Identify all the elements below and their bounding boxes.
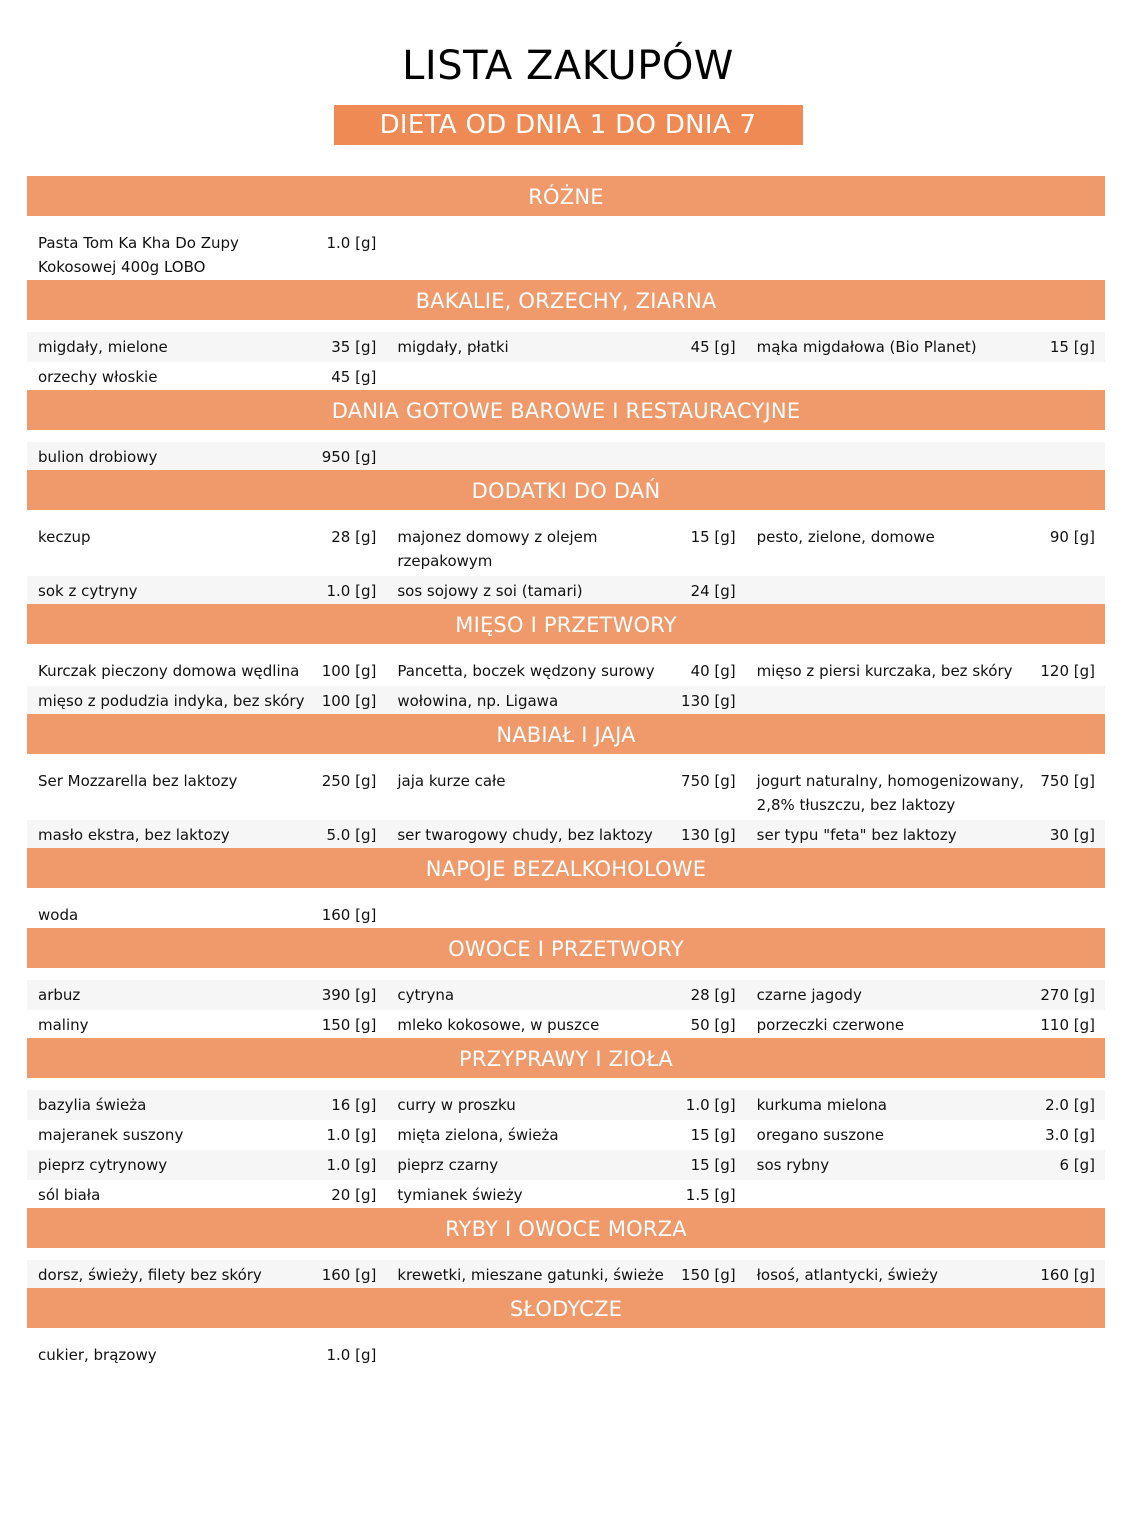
- list-item: [386, 1010, 745, 1038]
- list-item: [386, 576, 745, 604]
- shopping-list: [27, 176, 1105, 1368]
- list-item: [746, 1150, 1105, 1180]
- item-name: sól biała: [38, 1186, 101, 1204]
- category-header: OWOCE I PRZETWORY: [27, 928, 1105, 968]
- category-section: [27, 1208, 1105, 1288]
- item-name: woda: [38, 906, 79, 924]
- item-quantity: 5.0 [g]: [326, 826, 377, 844]
- empty-cell: [746, 900, 1105, 928]
- item-name: bazylia świeża: [38, 1096, 147, 1114]
- list-row: [27, 442, 1105, 470]
- list-item: [27, 332, 386, 362]
- category-spacer: [27, 754, 1105, 766]
- item-quantity: 250 [g]: [321, 772, 377, 790]
- item-quantity: 30 [g]: [1049, 826, 1095, 844]
- item-name: Pasta Tom Ka Kha Do Zupy Kokosowej 400g LOBO: [38, 234, 239, 276]
- list-item: [27, 576, 386, 604]
- item-name: sok z cytryny: [38, 582, 138, 600]
- item-name: mięso z podudzia indyka, bez skóry: [38, 692, 305, 710]
- item-name: majonez domowy z olejem rzepakowym: [397, 528, 598, 570]
- list-item: [27, 1010, 386, 1038]
- list-item: [27, 980, 386, 1010]
- item-quantity: 750 [g]: [1040, 772, 1095, 790]
- item-name: mleko kokosowe, w puszce: [397, 1016, 600, 1034]
- item-quantity: 150 [g]: [321, 1016, 377, 1034]
- category-spacer: [27, 1328, 1105, 1340]
- item-quantity: 1.0 [g]: [326, 1126, 377, 1144]
- list-row: [27, 1260, 1105, 1288]
- list-item: [27, 1090, 386, 1120]
- list-row: [27, 766, 1105, 820]
- category-header: BAKALIE, ORZECHY, ZIARNA: [27, 280, 1105, 320]
- list-item: [746, 1010, 1105, 1038]
- category-section: [27, 1288, 1105, 1368]
- category-spacer: [27, 968, 1105, 980]
- item-quantity: 160 [g]: [1040, 1266, 1095, 1284]
- item-name: czarne jagody: [756, 986, 862, 1004]
- list-item: [386, 1260, 745, 1288]
- item-name: wołowina, np. Ligawa: [397, 692, 559, 710]
- category-spacer: [27, 644, 1105, 656]
- item-quantity: 15 [g]: [690, 528, 736, 546]
- category-section: [27, 928, 1105, 1038]
- empty-cell: [746, 1180, 1105, 1208]
- category-section: [27, 604, 1105, 714]
- list-item: [27, 362, 386, 390]
- list-item: [386, 332, 745, 362]
- category-section: [27, 390, 1105, 470]
- list-item: [27, 1150, 386, 1180]
- category-spacer: [27, 430, 1105, 442]
- list-item: [27, 900, 386, 928]
- empty-cell: [746, 228, 1105, 280]
- list-item: [27, 820, 386, 848]
- list-row: [27, 1150, 1105, 1180]
- item-name: Pancetta, boczek wędzony surowy: [397, 662, 655, 680]
- list-item: [746, 766, 1105, 820]
- item-quantity: 16 [g]: [331, 1096, 377, 1114]
- empty-cell: [386, 900, 745, 928]
- list-row: [27, 1090, 1105, 1120]
- category-spacer: [27, 216, 1105, 228]
- item-name: maliny: [38, 1016, 89, 1034]
- list-row: [27, 1010, 1105, 1038]
- item-quantity: 28 [g]: [690, 986, 736, 1004]
- item-quantity: 24 [g]: [690, 582, 736, 600]
- list-item: [746, 1260, 1105, 1288]
- item-name: dorsz, świeży, filety bez skóry: [38, 1266, 262, 1284]
- category-header: DODATKI DO DAŃ: [27, 470, 1105, 510]
- item-quantity: 1.0 [g]: [326, 234, 377, 252]
- subtitle-container: [0, 105, 1136, 145]
- list-item: [386, 980, 745, 1010]
- category-header: NABIAŁ I JAJA: [27, 714, 1105, 754]
- item-quantity: 1.0 [g]: [326, 1156, 377, 1174]
- list-item: [386, 522, 745, 576]
- item-quantity: 120 [g]: [1040, 662, 1095, 680]
- list-item: [27, 1120, 386, 1150]
- category-section: [27, 848, 1105, 928]
- item-name: cytryna: [397, 986, 455, 1004]
- item-quantity: 390 [g]: [321, 986, 377, 1004]
- list-item: [746, 522, 1105, 576]
- list-item: [746, 332, 1105, 362]
- item-name: masło ekstra, bez laktozy: [38, 826, 230, 844]
- item-name: łosoś, atlantycki, świeży: [756, 1266, 939, 1284]
- category-spacer: [27, 510, 1105, 522]
- item-quantity: 2.0 [g]: [1045, 1096, 1095, 1114]
- list-item: [27, 522, 386, 576]
- item-name: pieprz czarny: [397, 1156, 499, 1174]
- item-quantity: 160 [g]: [321, 1266, 377, 1284]
- item-name: ser typu "feta" bez laktozy: [756, 826, 957, 844]
- category-header: RYBY I OWOCE MORZA: [27, 1208, 1105, 1248]
- list-row: [27, 1180, 1105, 1208]
- list-item: [27, 656, 386, 686]
- item-quantity: 35 [g]: [331, 338, 377, 356]
- item-quantity: 3.0 [g]: [1045, 1126, 1095, 1144]
- category-section: [27, 176, 1105, 280]
- category-section: [27, 470, 1105, 604]
- item-quantity: 150 [g]: [681, 1266, 736, 1284]
- category-section: [27, 280, 1105, 390]
- list-row: [27, 228, 1105, 280]
- list-row: [27, 1120, 1105, 1150]
- category-header: DANIA GOTOWE BAROWE I RESTAURACYJNE: [27, 390, 1105, 430]
- list-row: [27, 576, 1105, 604]
- item-name: mąka migdałowa (Bio Planet): [756, 338, 977, 356]
- item-quantity: 1.5 [g]: [685, 1186, 736, 1204]
- page-title: LISTA ZAKUPÓW: [402, 43, 734, 89]
- category-header: MIĘSO I PRZETWORY: [27, 604, 1105, 644]
- item-name: pesto, zielone, domowe: [756, 528, 935, 546]
- item-name: migdały, płatki: [397, 338, 509, 356]
- item-name: cukier, brązowy: [38, 1346, 157, 1364]
- list-row: [27, 900, 1105, 928]
- item-quantity: 270 [g]: [1040, 986, 1095, 1004]
- item-quantity: 15 [g]: [690, 1156, 736, 1174]
- item-quantity: 100 [g]: [321, 662, 377, 680]
- item-name: orzechy włoskie: [38, 368, 158, 386]
- item-name: sos rybny: [756, 1156, 830, 1174]
- list-row: [27, 820, 1105, 848]
- item-name: keczup: [38, 528, 91, 546]
- item-quantity: 15 [g]: [690, 1126, 736, 1144]
- category-header: SŁODYCZE: [27, 1288, 1105, 1328]
- item-quantity: 130 [g]: [681, 826, 736, 844]
- list-row: [27, 656, 1105, 686]
- category-spacer: [27, 1078, 1105, 1090]
- empty-cell: [746, 576, 1105, 604]
- empty-cell: [386, 228, 745, 280]
- item-quantity: 950 [g]: [321, 448, 377, 466]
- list-item: [746, 656, 1105, 686]
- list-row: [27, 332, 1105, 362]
- list-row: [27, 980, 1105, 1010]
- item-name: oregano suszone: [756, 1126, 884, 1144]
- item-name: mięta zielona, świeża: [397, 1126, 559, 1144]
- item-name: krewetki, mieszane gatunki, świeże: [397, 1266, 664, 1284]
- list-item: [27, 1180, 386, 1208]
- category-spacer: [27, 888, 1105, 900]
- item-quantity: 50 [g]: [690, 1016, 736, 1034]
- list-item: [386, 1120, 745, 1150]
- item-quantity: 100 [g]: [321, 692, 377, 710]
- diet-range-subtitle: DIETA OD DNIA 1 DO DNIA 7: [334, 105, 803, 145]
- item-name: Kurczak pieczony domowa wędlina: [38, 662, 300, 680]
- item-name: jaja kurze całe: [397, 772, 506, 790]
- list-item: [27, 228, 386, 280]
- item-name: tymianek świeży: [397, 1186, 523, 1204]
- item-quantity: 15 [g]: [1049, 338, 1095, 356]
- item-quantity: 45 [g]: [690, 338, 736, 356]
- item-name: majeranek suszony: [38, 1126, 184, 1144]
- list-row: [27, 362, 1105, 390]
- list-item: [27, 766, 386, 820]
- list-row: [27, 522, 1105, 576]
- list-item: [386, 820, 745, 848]
- item-quantity: 45 [g]: [331, 368, 377, 386]
- empty-cell: [746, 362, 1105, 390]
- category-spacer: [27, 1248, 1105, 1260]
- item-quantity: 28 [g]: [331, 528, 377, 546]
- list-item: [746, 1090, 1105, 1120]
- item-name: kurkuma mielona: [756, 1096, 887, 1114]
- item-quantity: 20 [g]: [331, 1186, 377, 1204]
- item-quantity: 40 [g]: [690, 662, 736, 680]
- empty-cell: [746, 1340, 1105, 1368]
- list-item: [746, 820, 1105, 848]
- list-item: [27, 1340, 386, 1368]
- item-name: sos sojowy z soi (tamari): [397, 582, 583, 600]
- list-row: [27, 686, 1105, 714]
- empty-cell: [386, 1340, 745, 1368]
- category-spacer: [27, 320, 1105, 332]
- empty-cell: [386, 362, 745, 390]
- item-name: jogurt naturalny, homogenizowany, 2,8% tłuszczu, bez laktozy: [756, 772, 1024, 814]
- item-quantity: 1.0 [g]: [685, 1096, 736, 1114]
- list-item: [746, 980, 1105, 1010]
- item-quantity: 110 [g]: [1040, 1016, 1095, 1034]
- item-name: pieprz cytrynowy: [38, 1156, 168, 1174]
- item-name: ser twarogowy chudy, bez laktozy: [397, 826, 653, 844]
- list-item: [27, 442, 386, 470]
- item-quantity: 1.0 [g]: [326, 582, 377, 600]
- item-quantity: 160 [g]: [321, 906, 377, 924]
- item-name: mięso z piersi kurczaka, bez skóry: [756, 662, 1013, 680]
- list-item: [386, 1150, 745, 1180]
- list-row: [27, 1340, 1105, 1368]
- item-name: Ser Mozzarella bez laktozy: [38, 772, 238, 790]
- list-item: [746, 1120, 1105, 1150]
- category-section: [27, 714, 1105, 848]
- category-header: PRZYPRAWY I ZIOŁA: [27, 1038, 1105, 1078]
- item-quantity: 750 [g]: [681, 772, 736, 790]
- list-item: [386, 686, 745, 714]
- item-name: arbuz: [38, 986, 81, 1004]
- list-item: [27, 686, 386, 714]
- list-item: [386, 1180, 745, 1208]
- list-item: [386, 656, 745, 686]
- list-item: [386, 766, 745, 820]
- item-quantity: 130 [g]: [681, 692, 736, 710]
- item-quantity: 1.0 [g]: [326, 1346, 377, 1364]
- item-name: porzeczki czerwone: [756, 1016, 905, 1034]
- empty-cell: [746, 686, 1105, 714]
- empty-cell: [386, 442, 745, 470]
- list-item: [386, 1090, 745, 1120]
- category-section: [27, 1038, 1105, 1208]
- category-header: NAPOJE BEZALKOHOLOWE: [27, 848, 1105, 888]
- item-name: migdały, mielone: [38, 338, 168, 356]
- list-item: [27, 1260, 386, 1288]
- empty-cell: [746, 442, 1105, 470]
- category-header: RÓŻNE: [27, 176, 1105, 216]
- item-quantity: 6 [g]: [1059, 1156, 1095, 1174]
- item-name: bulion drobiowy: [38, 448, 158, 466]
- item-quantity: 90 [g]: [1049, 528, 1095, 546]
- item-name: curry w proszku: [397, 1096, 516, 1114]
